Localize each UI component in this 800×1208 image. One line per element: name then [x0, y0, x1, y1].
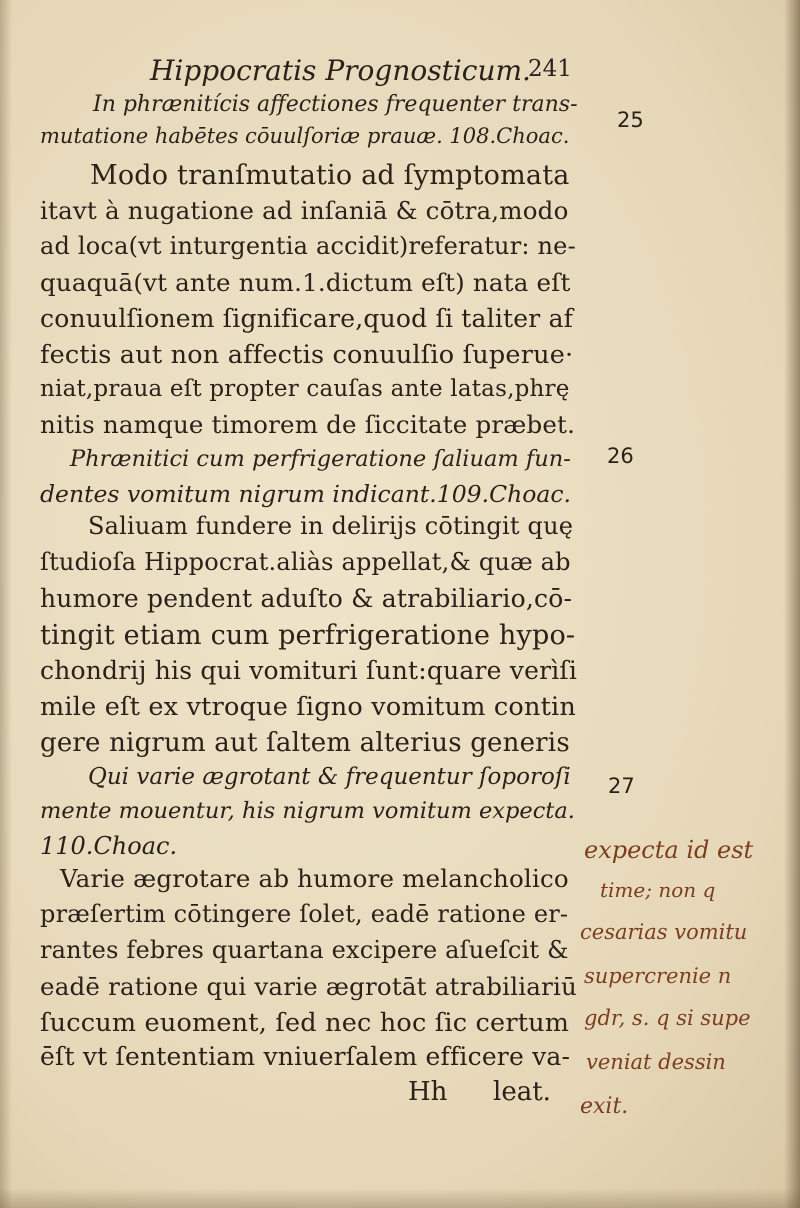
- section-heading: mutatione habētes cōuulſoriæ prauæ. 108.Choac.: [40, 124, 570, 148]
- catchword: leat.: [493, 1077, 551, 1107]
- text-line: mile eſt ex vtroque ſigno vomitum contin: [40, 692, 577, 722]
- text-line: Varie ægrotare ab humore melancholico: [60, 864, 569, 893]
- text-line: Modo tranſmutatio ad ſymptomata: [90, 160, 570, 191]
- text-line: præſertim cōtingere ſolet, eadē ratione er-: [40, 900, 569, 928]
- margin-number: 27: [608, 774, 635, 798]
- text-line: nitis namque timorem de ſiccitate præbet.: [40, 410, 576, 439]
- section-heading: Phrænitici cum perfrigeratione ſaliuam fun-: [70, 446, 571, 472]
- section-heading: 110.Choac.: [40, 832, 178, 860]
- section-heading: dentes vomitum nigrum indicant.109.Choac.: [40, 480, 571, 508]
- text-line: gere nigrum aut ſaltem alterius generis: [40, 728, 570, 758]
- handwritten-note: exit.: [580, 1094, 629, 1119]
- text-line: tingit etiam cum perfrigeratione hypo-: [40, 620, 576, 651]
- text-line: itavt à nugatione ad inſaniā & cōtra,modo: [40, 196, 569, 225]
- section-heading: mente mouentur, his nigrum vomitum expecta.: [40, 798, 575, 824]
- text-line: rantes febres quartana excipere aſueſcit &: [40, 936, 569, 964]
- page-left-shadow: [0, 0, 12, 1208]
- text-line: niat,praua eſt propter cauſas ante latas,phrę: [40, 376, 570, 402]
- text-line: ad loca(vt inturgentia accidit)referatur: ne-: [40, 232, 576, 260]
- page-number: 241: [528, 56, 572, 82]
- handwritten-note: time; non q: [600, 878, 716, 902]
- section-heading: Qui varie ægrotant & frequentur ſoporoſi: [88, 764, 571, 790]
- text-line: humore pendent aduſto & atrabiliario,cō-: [40, 584, 573, 613]
- handwritten-note: cesarias vomitu: [580, 920, 748, 944]
- text-line: ſtudioſa Hippocrat.aliàs appellat,& quæ ab: [40, 548, 571, 576]
- margin-number: 26: [607, 444, 634, 468]
- handwritten-note: expecta id est: [584, 836, 754, 864]
- page-bottom-shadow: [0, 1188, 800, 1208]
- section-heading: In phrænitícis affectiones frequenter trans-: [93, 92, 578, 117]
- text-line: quaquā(vt ante num.1.dictum eſt) nata eſt: [40, 268, 571, 297]
- text-line: conuulſionem ſignificare,quod ſi taliter af: [40, 304, 574, 333]
- text-line: ſuccum euoment, ſed nec hoc ſic certum: [40, 1008, 570, 1038]
- text-line: Saliuam fundere in delirijs cōtingit quę: [88, 512, 574, 540]
- margin-number: 25: [617, 108, 644, 132]
- handwritten-note: veniat dessin: [586, 1050, 726, 1074]
- text-line: ēſt vt ſententiam vniuerſalem efficere va-: [40, 1042, 571, 1071]
- text-line: eadē ratione qui varie ægrotāt atrabiliariū: [40, 972, 578, 1001]
- page-right-edge: [784, 0, 800, 1208]
- running-header: Hippocratis Prognosticum.: [150, 54, 531, 87]
- signature-mark: Hh: [408, 1077, 448, 1107]
- handwritten-note: supercrenie n: [584, 964, 732, 988]
- handwritten-note: gdr, s. q si supe: [584, 1006, 751, 1030]
- text-line: chondrij his qui vomituri ſunt:quare verìſi: [40, 656, 578, 685]
- text-line: fectis aut non affectis conuulſio ſuperue·: [40, 340, 574, 370]
